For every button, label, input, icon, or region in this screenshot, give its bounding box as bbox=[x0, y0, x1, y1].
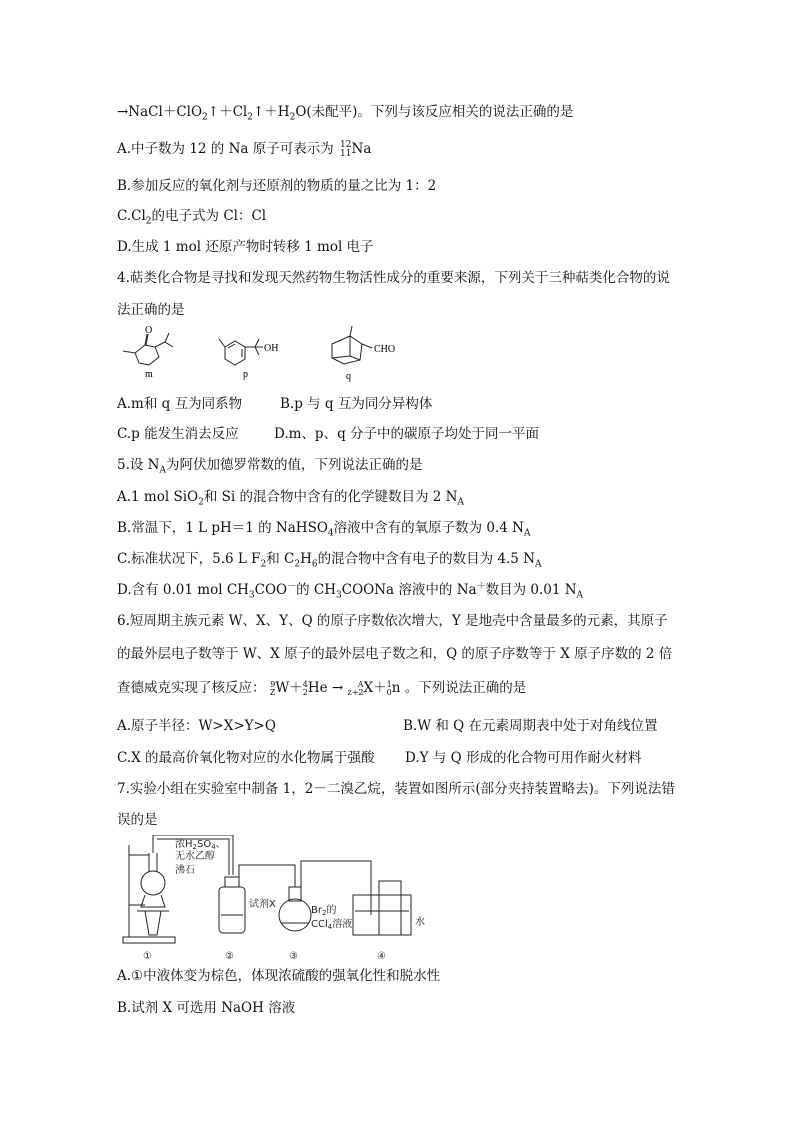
label-ccl4: CCl$_4$溶液 bbox=[311, 919, 353, 931]
q6-stem-line1: 6.短周期主族元素 W、X、Y、Q 的原子序数依次增大，Y 是地壳中含量最多的元素，其原子 bbox=[117, 613, 668, 629]
q3-option-d: D.生成 1 mol 还原产物时转移 1 mol 电子 bbox=[117, 239, 374, 255]
q4-option-c: C.p 能发生消去反应 bbox=[117, 426, 239, 442]
hydroxyl-label: OH bbox=[264, 343, 279, 354]
q7-stem-line2: 误的是 bbox=[117, 812, 158, 828]
label-water: 水 bbox=[415, 917, 425, 928]
q5-option-b: B.常温下，1 L pH＝1 的 NaHSO$_4$溶液中含有的氧原子数为 0.4 $N_A$ bbox=[117, 520, 531, 539]
q4-option-a: A.m和 q 互为同系物 bbox=[117, 396, 243, 412]
q6-option-c: C.X 的最高价氧化物对应的水化物属于强酸 bbox=[117, 750, 375, 766]
q6-option-a: A.原子半径：W>X>Y>Q bbox=[117, 718, 276, 734]
label-p: p bbox=[243, 369, 248, 380]
q5-option-a: A.1 mol SiO$_2$和 Si 的混合物中含有的化学键数目为 2 $N_A$ bbox=[117, 489, 464, 508]
q7-option-b: B.试剂 X 可选用 NaOH 溶液 bbox=[117, 1000, 296, 1016]
structure-p bbox=[213, 325, 293, 381]
label-ethanol: 无水乙醇 bbox=[175, 851, 215, 862]
structure-m bbox=[115, 325, 185, 381]
q4-stem-line1: 4.萜类化合物是寻找和发现天然药物生物活性成分的重要来源，下列关于三种萜类化合物的说 bbox=[117, 270, 670, 286]
number-4: ④ bbox=[377, 951, 386, 962]
label-bromine: $Br_2$的 bbox=[311, 905, 337, 917]
q7-option-a: A.①中液体变为棕色，体现浓硫酸的强氧化性和脱水性 bbox=[117, 968, 441, 984]
q4-stem-line2: 法正确的是 bbox=[117, 302, 185, 318]
q6-stem-line3: 查德威克实现了核反应： 9 Z W＋ 4 2 He → A z+2 X＋ 1 0 n 。下列说法正确的是 bbox=[117, 679, 527, 697]
label-boiling-stone: 沸石 bbox=[175, 865, 195, 876]
number-3: ③ bbox=[289, 951, 298, 962]
label-m: m bbox=[145, 369, 153, 380]
q6-option-d: D.Y 与 Q 形成的化合物可用作耐火材料 bbox=[405, 750, 642, 766]
aldehyde-label: CHO bbox=[374, 344, 396, 355]
ketone-o-label: O bbox=[145, 325, 153, 336]
q7-stem-line1: 7.实验小组在实验室中制备 1，2－二溴乙烷，装置如图所示(部分夹持装置略去)。下列说法错 bbox=[117, 781, 675, 797]
structure-q bbox=[320, 322, 410, 382]
q5-stem: 5.设 $N_A$为阿伏加德罗常数的值，下列说法正确的是 bbox=[117, 457, 423, 476]
number-2: ② bbox=[225, 951, 234, 962]
label-acid: 浓$H_2SO_4$、 bbox=[175, 839, 226, 851]
q3-option-a: A.中子数为 12 的 Na 原子可表示为 12 11 Na bbox=[117, 139, 372, 159]
q6-stem-line2: 的最外层电子数等于 W、X 原子的最外层电子数之和，Q 的原子序数等于 X 原子序数的 2 倍 bbox=[117, 646, 673, 662]
q4-option-b: B.p 与 q 互为同分异构体 bbox=[280, 396, 433, 412]
q4-option-d: D.m、p、q 分子中的碳原子均处于同一平面 bbox=[274, 426, 540, 442]
q3-option-c: $C.Cl_2$的电子式为 Cl：Cl bbox=[117, 208, 267, 227]
q5-option-d: D.含有 0.01 mol $CH_3COO^-$的 $CH_3COONa$ 溶液中的 Na＋数目为 0.01 $N_A$ bbox=[117, 581, 584, 601]
apparatus-diagram bbox=[115, 835, 455, 963]
label-q: q bbox=[346, 371, 351, 382]
label-reagent-x: 试剂X bbox=[249, 899, 276, 910]
number-1: ① bbox=[143, 951, 152, 962]
q3-option-b: B.参加反应的氧化剂与还原剂的物质的量之比为 1：2 bbox=[117, 178, 437, 194]
q3-equation-continuation: $\to NaCl+ClO_2↑+Cl_2↑+H_2O$(未配平)。下列与该反应相关的说法正确的是 bbox=[117, 104, 574, 123]
q6-option-b: B.W 和 Q 在元素周期表中处于对角线位置 bbox=[403, 718, 658, 734]
q5-option-c: C.标准状况下，5.6 L $F_2$和 $C_2H_6$的混合物中含有电子的数目为 4.5 $N_A$ bbox=[117, 551, 542, 570]
